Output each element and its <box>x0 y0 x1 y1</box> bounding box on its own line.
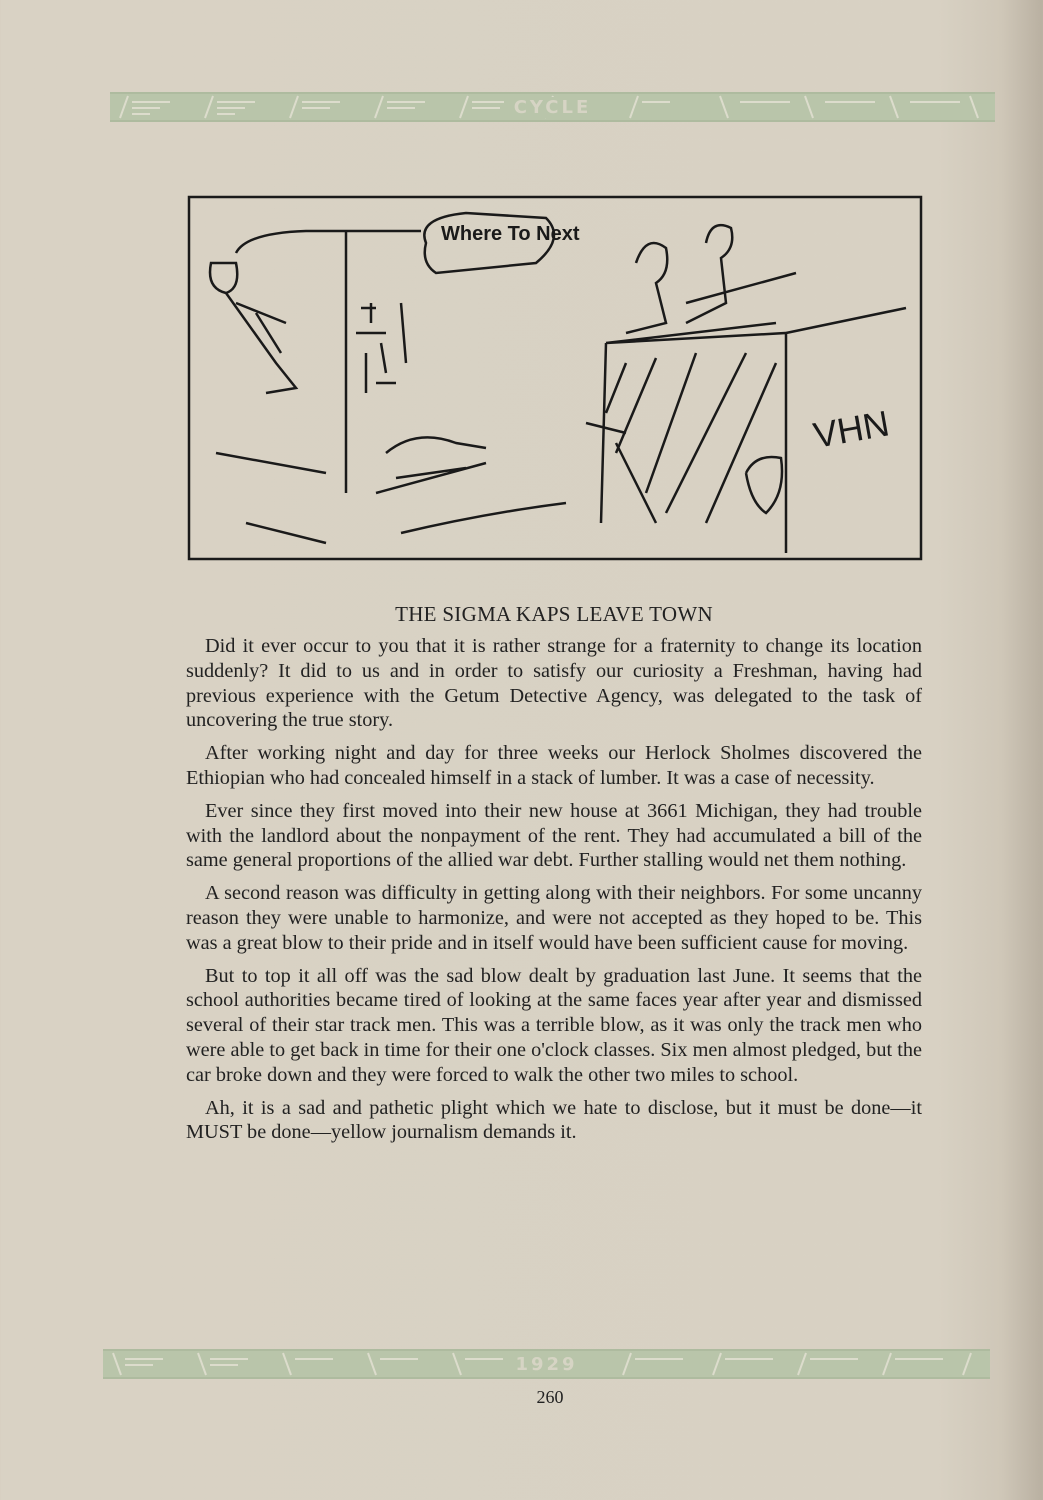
cartoon-illustration <box>186 193 924 563</box>
footer-band-label: 1929 <box>505 1354 587 1375</box>
page-number: 260 <box>536 1387 564 1407</box>
footer-decorative-band <box>103 1349 990 1379</box>
paragraph: Did it ever occur to you that it is rather strange for a fraternity to change its location suddenly? It did to us and in order to satisfy our curiosity a Freshman, having had previous experience with the Getum Detective Agency, was delegated to the task of uncovering the true story. <box>186 635 922 732</box>
paragraph: A second reason was difficulty in getting along with their neighbors. For some uncanny reason they were unable to harmonize, and were not accepted as they hoped to be. This was a great blow to their pride and in itself would have been sufficient cause for moving. <box>186 882 922 954</box>
paragraph: Ah, it is a sad and pathetic plight which we hate to disclose, but it must be done—it MUST be done—yellow journalism demands it. <box>186 1096 922 1144</box>
header-decorative-band <box>110 92 995 122</box>
speech-bubble-text: Where To Next <box>441 223 580 245</box>
header-band-label: CYCLE <box>504 97 602 118</box>
paragraph: After working night and day for three weeks our Herlock Sholmes discovered the Ethiopian who had concealed himself in a stack of lumber. It was a case of necessity. <box>186 742 922 789</box>
article-body <box>186 634 922 1153</box>
article-title: THE SIGMA KAPS LEAVE TOWN <box>395 602 713 626</box>
paragraph: But to top it all off was the sad blow dealt by graduation last June. It seems that the school authorities became tired of looking at the same faces year after year and dismissed several of their star track men. This was a terrible blow, as it was only the track men who were able to get back in time for their one o'clock classes. Six men almost pledged, but the car broke down and they were forced to walk the other two miles to school. <box>186 964 922 1086</box>
artist-signature: VHN <box>810 402 893 456</box>
paragraph: Ever since they first moved into their new house at 3661 Michigan, they had trouble with the landlord about the nonpayment of the rent. They had accumulated a bill of the same general proportions of the allied war debt. Further stalling would net them nothing. <box>186 799 922 872</box>
